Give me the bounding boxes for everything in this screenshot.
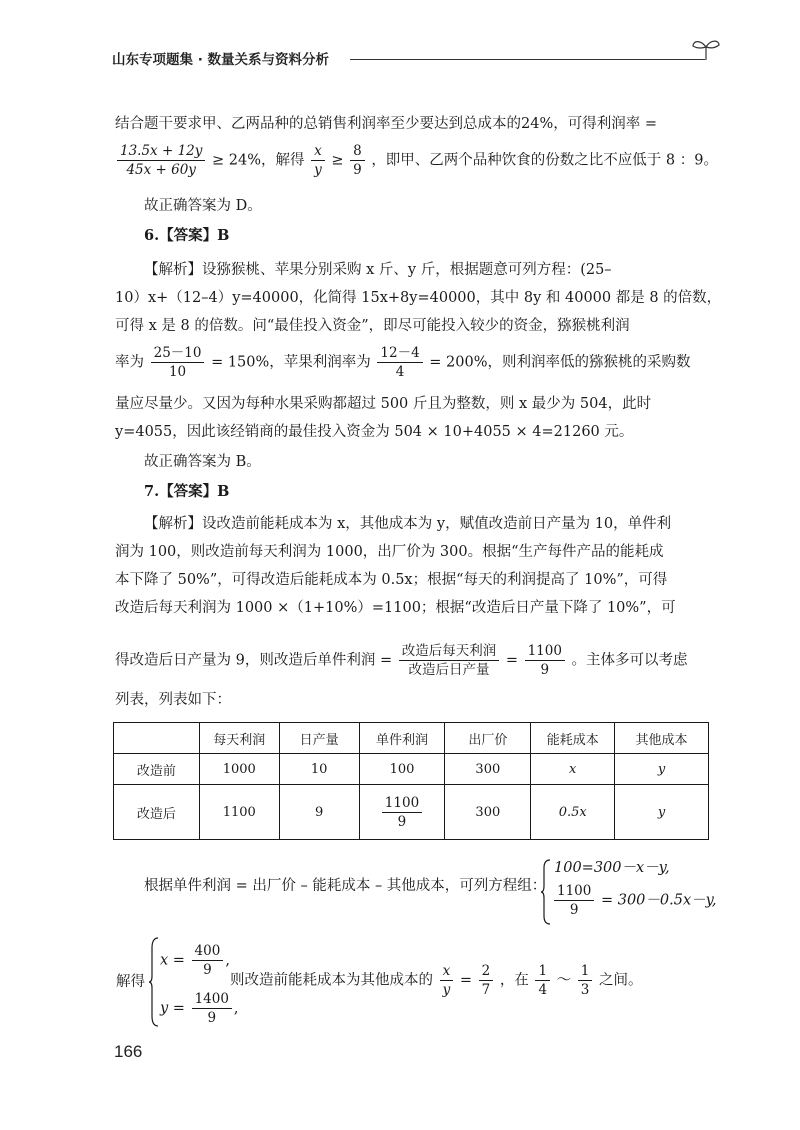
fraction-denominator: 4 [395,364,405,380]
fraction-numerator: 13.5x + 12y [120,143,203,159]
table-cell [615,754,709,785]
text-line: 润为 100，则改造前每天利润为 1000，出厂价为 300。根据“生产每件产品的能耗成 [115,544,664,560]
fraction-denominator: 改造后日产量 [408,662,490,678]
fraction-numerator: 1 [578,962,593,981]
text-segment: = [505,652,518,669]
equation-intro: 根据单件利润 = 出厂价 – 能耗成本 – 其他成本，可列方程组： [144,878,547,894]
equation-text: 100=300－x－y, [554,860,670,876]
text-line: 【解析】设猕猴桃、苹果分别采购 x 斤、y 斤，根据题意可列方程：(25– [144,262,612,278]
table-cell-var: y [657,761,666,777]
text-segment: ≥ [331,152,344,169]
fraction-denominator: y [314,162,322,178]
text-line-with-fractions [115,642,688,679]
left-brace [540,858,552,926]
fraction [399,642,500,679]
text-segment: = 150%，苹果利润率为 [211,354,371,371]
table-cell-var: y [657,804,666,820]
fraction [192,942,224,979]
fraction-numerator: x [314,143,322,159]
fraction-denominator: 3 [580,982,590,998]
text-line: y=4055，因此该经销商的最佳投入资金为 504 × 10+4055 × 4=21260 元。 [115,424,634,440]
fraction-denominator: 9 [569,902,579,918]
text-segment: 则改造前能耗成本为其他成本的 [230,972,433,989]
fraction-denominator: 9 [540,662,550,678]
fraction-numerator: 1100 [525,642,565,661]
table-header-cell: 单件利润 [359,723,445,754]
fraction [350,142,365,179]
fraction [535,962,550,999]
header-rule [350,59,705,60]
text-segment: = [459,972,473,989]
fraction [382,794,422,831]
fraction [192,990,232,1027]
text-line: 列表，列表如下： [115,692,231,708]
table-cell: 改造后 [114,785,200,840]
text-line-with-fractions [115,344,691,381]
equation-1 [554,858,670,878]
equation-text: = 300－0.5x－y, [600,892,717,909]
text-line: 改造后每天利润为 1000 ×（1+10%）=1100；根据“改造后日产量下降了 10%”，可 [115,600,676,616]
text-segment: , [225,952,230,969]
table-cell: 10 [279,754,359,785]
fraction-denominator: y [442,982,451,998]
fraction-numerator: 1 [535,962,550,981]
table-cell: 1000 [199,754,279,785]
solution-label: 解得 [116,974,145,990]
fraction-numerator: 1100 [554,882,594,901]
fraction-denominator: 7 [481,982,491,998]
fraction-numerator: 1100 [382,794,422,813]
table-header-row [114,723,709,754]
sprout-icon [690,36,722,62]
answer-heading: 6.【答案】B [144,227,230,244]
fraction [440,962,454,999]
fraction [578,962,593,999]
fraction-numerator: 400 [192,942,224,961]
solution-y [160,990,239,1027]
text-segment: , [233,1000,239,1017]
page-number: 166 [114,1042,143,1061]
fraction-denominator: 45x + 60y [126,162,196,178]
table-header-cell: 日产量 [279,723,359,754]
fraction [377,344,422,381]
fraction-numerator: 1400 [192,990,232,1009]
table-cell: 改造前 [114,754,200,785]
table-cell: 300 [445,754,531,785]
equation-text: x = [160,952,185,969]
fraction-denominator: 9 [397,813,407,830]
text-line: 可得 x 是 8 的倍数。问“最佳投入资金”，即尽可能投入较少的资金，猕猴桃利润 [115,318,630,334]
conclusion-line: 故正确答案为 D。 [144,198,262,214]
text-line: 【解析】设改造前能耗成本为 x，其他成本为 y，赋值改造前日产量为 10，单件利 [144,516,672,532]
fraction [554,882,594,919]
table-header-cell: 每天利润 [199,723,279,754]
fraction-numerator: 2 [479,962,494,981]
text-line: 结合题干要求甲、乙两品种的总销售利润率至少要达到总成本的24%，可得利润率 = [115,116,657,132]
fraction [479,962,494,999]
table-row [114,785,709,840]
text-line-with-fractions [115,142,718,179]
table-cell-var: 0.5x [558,804,587,820]
text-segment: = 200%，则利润率低的猕猴桃的采购数 [429,354,691,371]
fraction-denominator: 10 [168,364,187,380]
text-segment: ～ [556,972,572,989]
fraction-denominator: 9 [207,1010,217,1026]
table-header-cell [114,723,200,754]
table-cell: 300 [445,785,531,840]
solution-x [160,942,230,979]
table-cell: 1100 [199,785,279,840]
table-cell-var: x [569,761,577,777]
text-segment: ≥ 24%，解得 [211,152,305,169]
fraction-denominator: 4 [538,982,548,998]
header-title: 山东专项题集 · 数量关系与资料分析 [112,52,330,68]
fraction [117,142,205,179]
table-cell: 100 [359,754,445,785]
table-row [114,754,709,785]
table-cell: 9 [279,785,359,840]
fraction [525,642,565,679]
text-segment: ，在 [499,972,529,989]
text-line: 本下降了 50%”，可得改造后能耗成本为 0.5x；根据“每天的利润提高了 10%”，可得 [115,572,668,588]
fraction-numerator: x [442,963,451,979]
text-line: 量应尽量少。又因为每种水果采购都超过 500 斤且为整数，则 x 最少为 504，此时 [115,396,652,412]
table-header-cell: 其他成本 [615,723,709,754]
equation-text: y = [160,1000,185,1017]
table-cell [615,785,709,840]
text-segment: ，即甲、乙两个品种饮食的份数之比不应低于 8 ：9。 [371,152,718,169]
text-segment: 得改造后日产量为 9，则改造后单件利润 = [115,652,393,669]
running-header [112,46,722,70]
equation-2 [552,882,717,919]
table-header-cell: 能耗成本 [531,723,615,754]
answer-heading: 7.【答案】B [144,483,230,500]
fraction-numerator: 改造后每天利润 [399,642,500,661]
table-cell [531,785,615,840]
comparison-table [113,722,709,840]
fraction [311,142,325,179]
table-header-cell: 出厂价 [445,723,531,754]
text-line: 10）x+（12–4）y=40000，化简得 15x+8y=40000，其中 8y 和 40000 都是 8 的倍数， [115,290,722,306]
fraction-denominator: 9 [203,962,212,978]
text-segment: 率为 [115,354,144,371]
fraction-denominator: 9 [353,162,362,178]
conclusion-line: 故正确答案为 B。 [144,454,261,470]
left-brace [148,936,160,1028]
fraction-numerator: 12－4 [377,344,422,363]
fraction-numerator: 25－10 [151,344,205,363]
fraction-numerator: 8 [350,142,365,161]
text-segment: 。主体多可以考虑 [571,652,688,669]
table-cell [359,785,445,840]
text-segment: 之间。 [598,972,643,989]
table-cell [531,754,615,785]
solution-text [230,962,642,999]
fraction [151,344,205,381]
